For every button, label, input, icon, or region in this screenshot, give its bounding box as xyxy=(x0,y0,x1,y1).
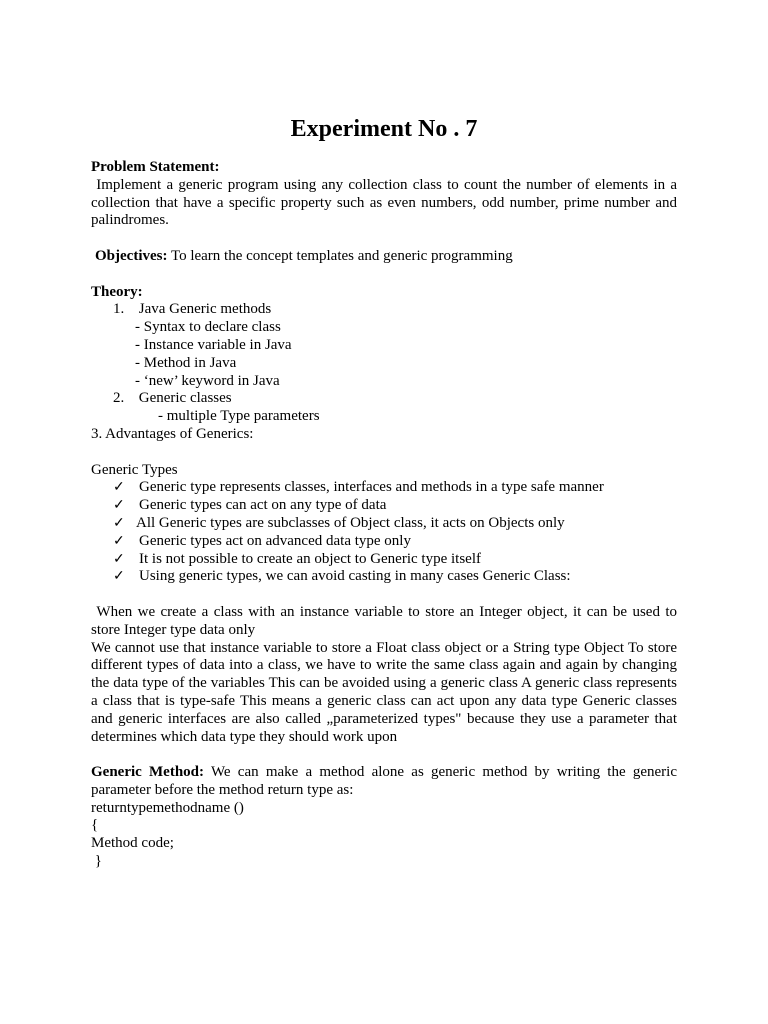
checkmark-icon: ✓ xyxy=(113,533,125,549)
theory-heading: Theory: xyxy=(91,283,143,300)
objectives-line xyxy=(91,248,677,266)
theory-item-2 xyxy=(91,390,677,408)
code-line: { xyxy=(91,817,99,834)
objectives-label: Objectives: xyxy=(95,247,168,264)
theory-sub-item: - Syntax to declare class xyxy=(135,319,281,336)
list-item: ✓ All Generic types are subclasses of Object class, it acts on Objects only xyxy=(113,514,565,531)
checkmark-icon: ✓ xyxy=(113,569,125,585)
list-item: ✓ It is not possible to create an object to Generic type itself xyxy=(113,550,481,567)
theory-item-1 xyxy=(91,301,677,319)
generic-method-paragraph xyxy=(91,764,681,800)
checkmark-icon: ✓ xyxy=(113,551,125,567)
theory-item-2-number: 2. xyxy=(113,390,125,407)
theory-item-1-number: 1. xyxy=(113,301,125,318)
checkmark-icon: ✓ xyxy=(113,515,125,531)
code-line: } xyxy=(91,853,102,870)
list-item: ✓ Generic types can act on any type of data xyxy=(113,497,387,514)
theory-sub-item: - Instance variable in Java xyxy=(135,336,292,353)
theory-item-3: 3. Advantages of Generics: xyxy=(91,425,254,442)
document-title: Experiment No . 7 xyxy=(290,116,478,142)
paragraph-instance-variable: When we create a class with an instance variable to store an Integer object, it can be used to store Integer type data only xyxy=(91,603,681,638)
code-line: returntypemethodname () xyxy=(91,799,244,816)
theory-item-1-label: Java Generic methods xyxy=(138,301,272,318)
checkmark-icon: ✓ xyxy=(113,498,125,514)
theory-item-2-label: Generic classes xyxy=(138,390,232,407)
theory-sub-item: - multiple Type parameters xyxy=(158,408,320,425)
theory-sub-item: - ‘new’ keyword in Java xyxy=(135,372,280,389)
checkmark-icon: ✓ xyxy=(113,480,125,496)
paragraph-generic-class: We cannot use that instance variable to store a Float class object or a String type Object To store different types of data into a class, we have to write the same class again and again by changing the data type of the variables This can be avoided using a generic class A generic class represents a class that is type-safe This means a generic class can act upon any data type Generic classes and generic interfaces are also called „parameterized types" because they use a parameter that determines which data type they should work upon xyxy=(91,639,677,745)
objectives-text: To learn the concept templates and generic programming xyxy=(167,247,513,264)
list-item: ✓ Generic type represents classes, interfaces and methods in a type safe manner xyxy=(113,479,604,496)
document-body xyxy=(91,159,681,871)
problem-heading: Problem Statement: xyxy=(91,159,220,175)
code-line: Method code; xyxy=(91,835,174,852)
generic-method-text: We can make a method alone as generic method by writing the generic parameter before the method return type as: xyxy=(91,764,681,798)
theory-sub-item: - Method in Java xyxy=(135,354,237,371)
list-item: ✓ Using generic types, we can avoid casting in many cases Generic Class: xyxy=(113,568,571,585)
list-item: ✓ Generic types act on advanced data type only xyxy=(113,532,411,549)
generic-types-heading: Generic Types xyxy=(91,461,178,478)
problem-text: Implement a generic program using any collection class to count the number of elements in a collection that have a specific property such as even numbers, odd number, prime number and palindromes. xyxy=(91,176,681,229)
generic-method-label: Generic Method: xyxy=(91,764,205,781)
